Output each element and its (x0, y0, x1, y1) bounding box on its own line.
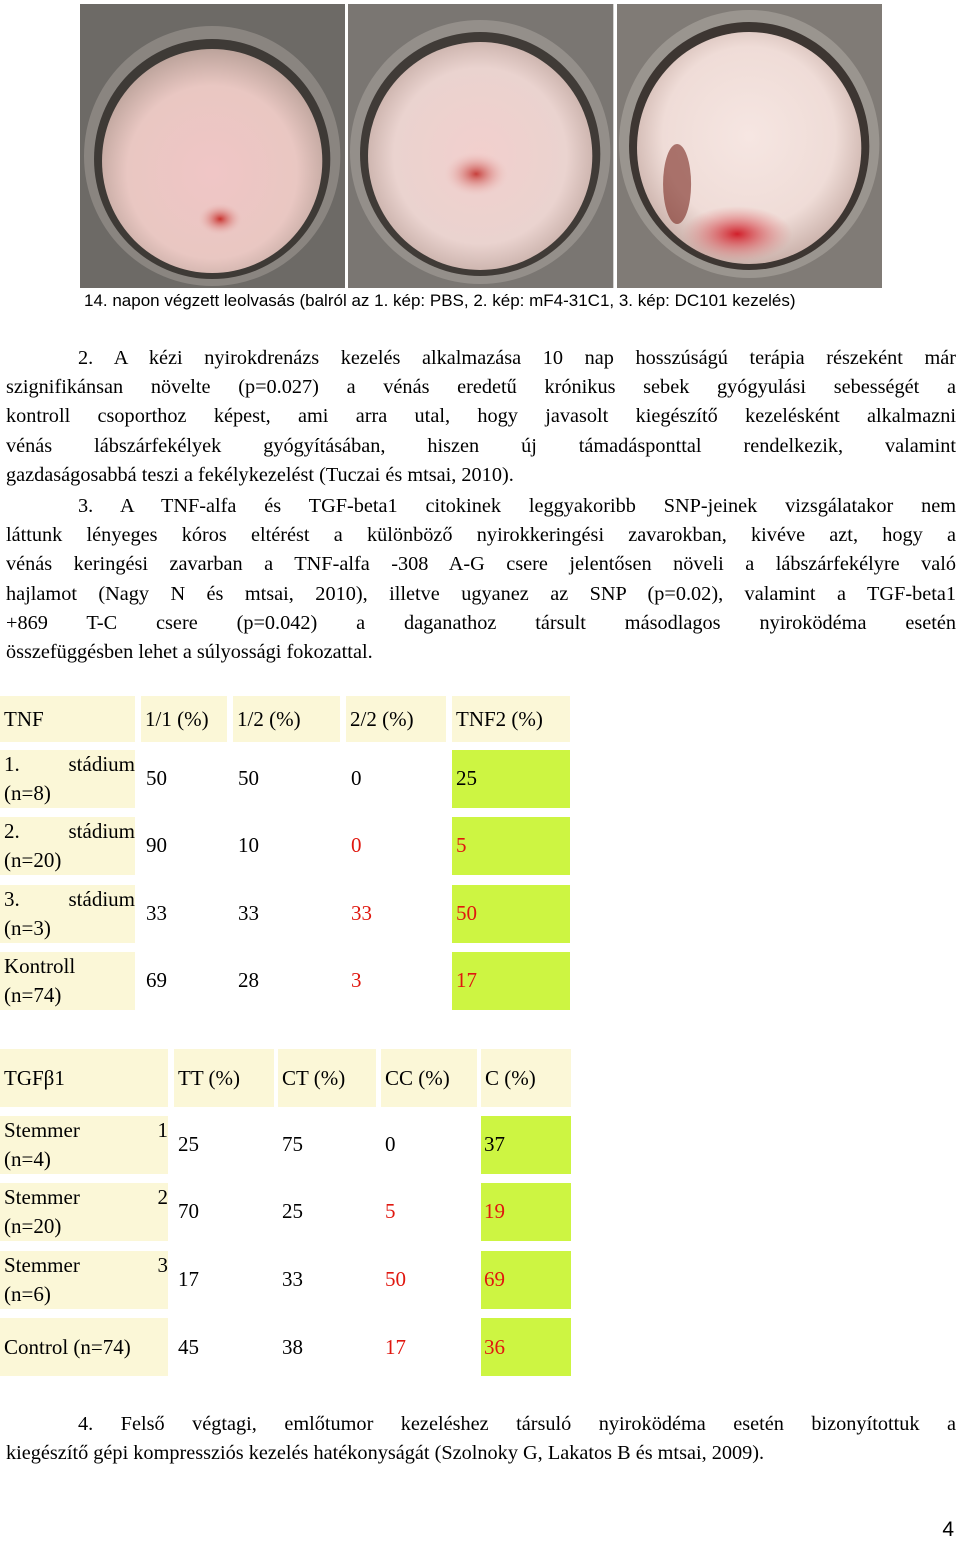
row-label-part: stádium (68, 887, 135, 911)
table-header-cell: CT (%) (278, 1049, 376, 1107)
table-header-cell: TNF2 (%) (452, 696, 570, 742)
table-cell: 0 (351, 766, 362, 790)
row-label-part: 3. (4, 887, 20, 911)
table-cell: 33 (351, 901, 372, 925)
row-label-part: (n=4) (4, 1147, 51, 1171)
paragraph-line: 3. A TNF-alfa és TGF-beta1 citokinek leggyakoribb SNP-jeinek vizsgálatakor nem (78, 495, 956, 517)
table-cell: 33 (282, 1267, 303, 1291)
row-label-part: 2. (4, 819, 20, 843)
table-cell: 33 (146, 901, 167, 925)
paragraph-line: összefüggésben lehet a súlyossági fokozattal. (6, 641, 373, 664)
row-label-part: Kontroll (4, 954, 76, 978)
paragraph-line: gazdaságosabbá teszi a fekélykezelést (Tuczai és mtsai, 2010). (6, 463, 514, 486)
table-header-cell: 2/2 (%) (346, 696, 446, 742)
table-row-label: Control (n=74) (0, 1318, 168, 1376)
table-cell: 0 (385, 1132, 396, 1156)
table-row-label (0, 817, 135, 875)
table-cell: 69 (146, 968, 167, 992)
table-header-cell: 1/2 (%) (233, 696, 340, 742)
table-header-cell: TNF (0, 696, 135, 742)
paragraph-line: vénás lábszárfekélyek gyógyításában, hiszen új támadásponttal rendelkezik, valamint (6, 434, 956, 457)
table-cell: 70 (178, 1199, 199, 1223)
paragraph-3 (6, 492, 956, 667)
table-cell: 36 (484, 1335, 505, 1359)
row-label-part: Stemmer (4, 1253, 80, 1277)
row-label-part: 3 (157, 1253, 168, 1277)
photo-dc101 (617, 4, 882, 288)
row-label-part: Stemmer (4, 1118, 80, 1142)
table-cell: 28 (238, 968, 259, 992)
table-row-label (0, 750, 135, 808)
table-cell: 33 (238, 901, 259, 925)
table-cell: 45 (178, 1335, 199, 1359)
paragraph-line: láttunk lényeges kóros eltérést a különböző nyirokkeringési zavarokban, kivéve azt, hogy a (6, 524, 956, 547)
row-label-part: 1. (4, 752, 20, 776)
row-label-part: Stemmer (4, 1185, 80, 1209)
table-cell: 90 (146, 833, 167, 857)
table-cell: 25 (456, 766, 477, 790)
row-label-part: (n=3) (4, 916, 51, 940)
row-label-part: stádium (68, 752, 135, 776)
table-row-label (0, 1116, 168, 1174)
row-label-part: (n=20) (4, 1214, 62, 1238)
table-header-cell: C (%) (481, 1049, 571, 1107)
table-cell: 50 (146, 766, 167, 790)
table-cell: 38 (282, 1335, 303, 1359)
table-cell: 3 (351, 968, 362, 992)
row-label-part: (n=8) (4, 781, 51, 805)
table-cell: 50 (238, 766, 259, 790)
row-label-part: 1 (157, 1118, 168, 1142)
row-label-part: stádium (68, 819, 135, 843)
table-cell: 69 (484, 1267, 505, 1291)
row-label-part: (n=6) (4, 1282, 51, 1306)
table-cell: 50 (385, 1267, 406, 1291)
photo-mf4-31c1 (348, 4, 613, 288)
table-cell: 37 (484, 1132, 505, 1156)
photo-pbs (80, 4, 345, 288)
table-cell: 75 (282, 1132, 303, 1156)
highlight-cell (452, 817, 570, 875)
paragraph-line: szignifikánsan növelte (p=0.027) a vénás eredetű krónikus sebek gyógyulási sebességét a (6, 376, 956, 399)
paragraph-4 (6, 1410, 956, 1468)
table-cell: 5 (385, 1199, 396, 1223)
table-row-label (0, 885, 135, 943)
table-cell: 0 (351, 833, 362, 857)
table-header-cell: CC (%) (381, 1049, 477, 1107)
row-label-part: (n=74) (4, 983, 62, 1007)
wound-photo-strip (80, 4, 882, 288)
table-cell: 25 (178, 1132, 199, 1156)
paragraph-line: kiegészítő gépi kompressziós kezelés hatékonyságát (Szolnoky G, Lakatos B és mtsai, 2009). (6, 1442, 765, 1465)
paragraph-line: +869 T-C csere (p=0.042) a daganathoz társult másodlagos nyiroködéma esetén (6, 611, 956, 634)
paragraph-line: 4. Felső végtagi, emlőtumor kezeléshez társuló nyiroködéma esetén bizonyítottuk a (78, 1413, 956, 1435)
paragraph-line: 2. A kézi nyirokdrenázs kezelés alkalmazása 10 nap hosszúságú terápia részeként már (78, 347, 956, 369)
table-header-cell: TT (%) (174, 1049, 274, 1107)
table-cell: 19 (484, 1199, 505, 1223)
table-cell: 50 (456, 901, 477, 925)
table-cell: 5 (456, 833, 467, 857)
paragraph-2 (6, 344, 956, 490)
table-cell: 17 (178, 1267, 199, 1291)
table-cell: 25 (282, 1199, 303, 1223)
table-row-label (0, 1183, 168, 1241)
table-header-cell: TGFβ1 (0, 1049, 168, 1107)
figure-caption: 14. napon végzett leolvasás (balról az 1. kép: PBS, 2. kép: mF4-31C1, 3. kép: DC101 kezelés) (84, 291, 796, 310)
row-label-part: (n=20) (4, 848, 62, 872)
row-label-part: 2 (157, 1185, 168, 1209)
paragraph-line: hajlamot (Nagy N és mtsai, 2010), illetve ugyanez az SNP (p=0.02), valamint a TGF-beta1 (6, 582, 956, 605)
table-row-label (0, 1251, 168, 1309)
table-row-label (0, 952, 135, 1010)
paragraph-line: vénás keringési zavarban a TNF-alfa -308 A-G csere jelentősen növeli a lábszárfekélyre való (6, 553, 956, 576)
paragraph-line: kontroll csoporthoz képest, ami arra utal, hogy javasolt kiegészítő kezelésként alkalmazni (6, 405, 956, 428)
table-cell: 17 (456, 968, 477, 992)
page-number: 4 (942, 1518, 954, 1541)
table-header-cell: 1/1 (%) (141, 696, 227, 742)
table-cell: 10 (238, 833, 259, 857)
table-cell: 17 (385, 1335, 406, 1359)
